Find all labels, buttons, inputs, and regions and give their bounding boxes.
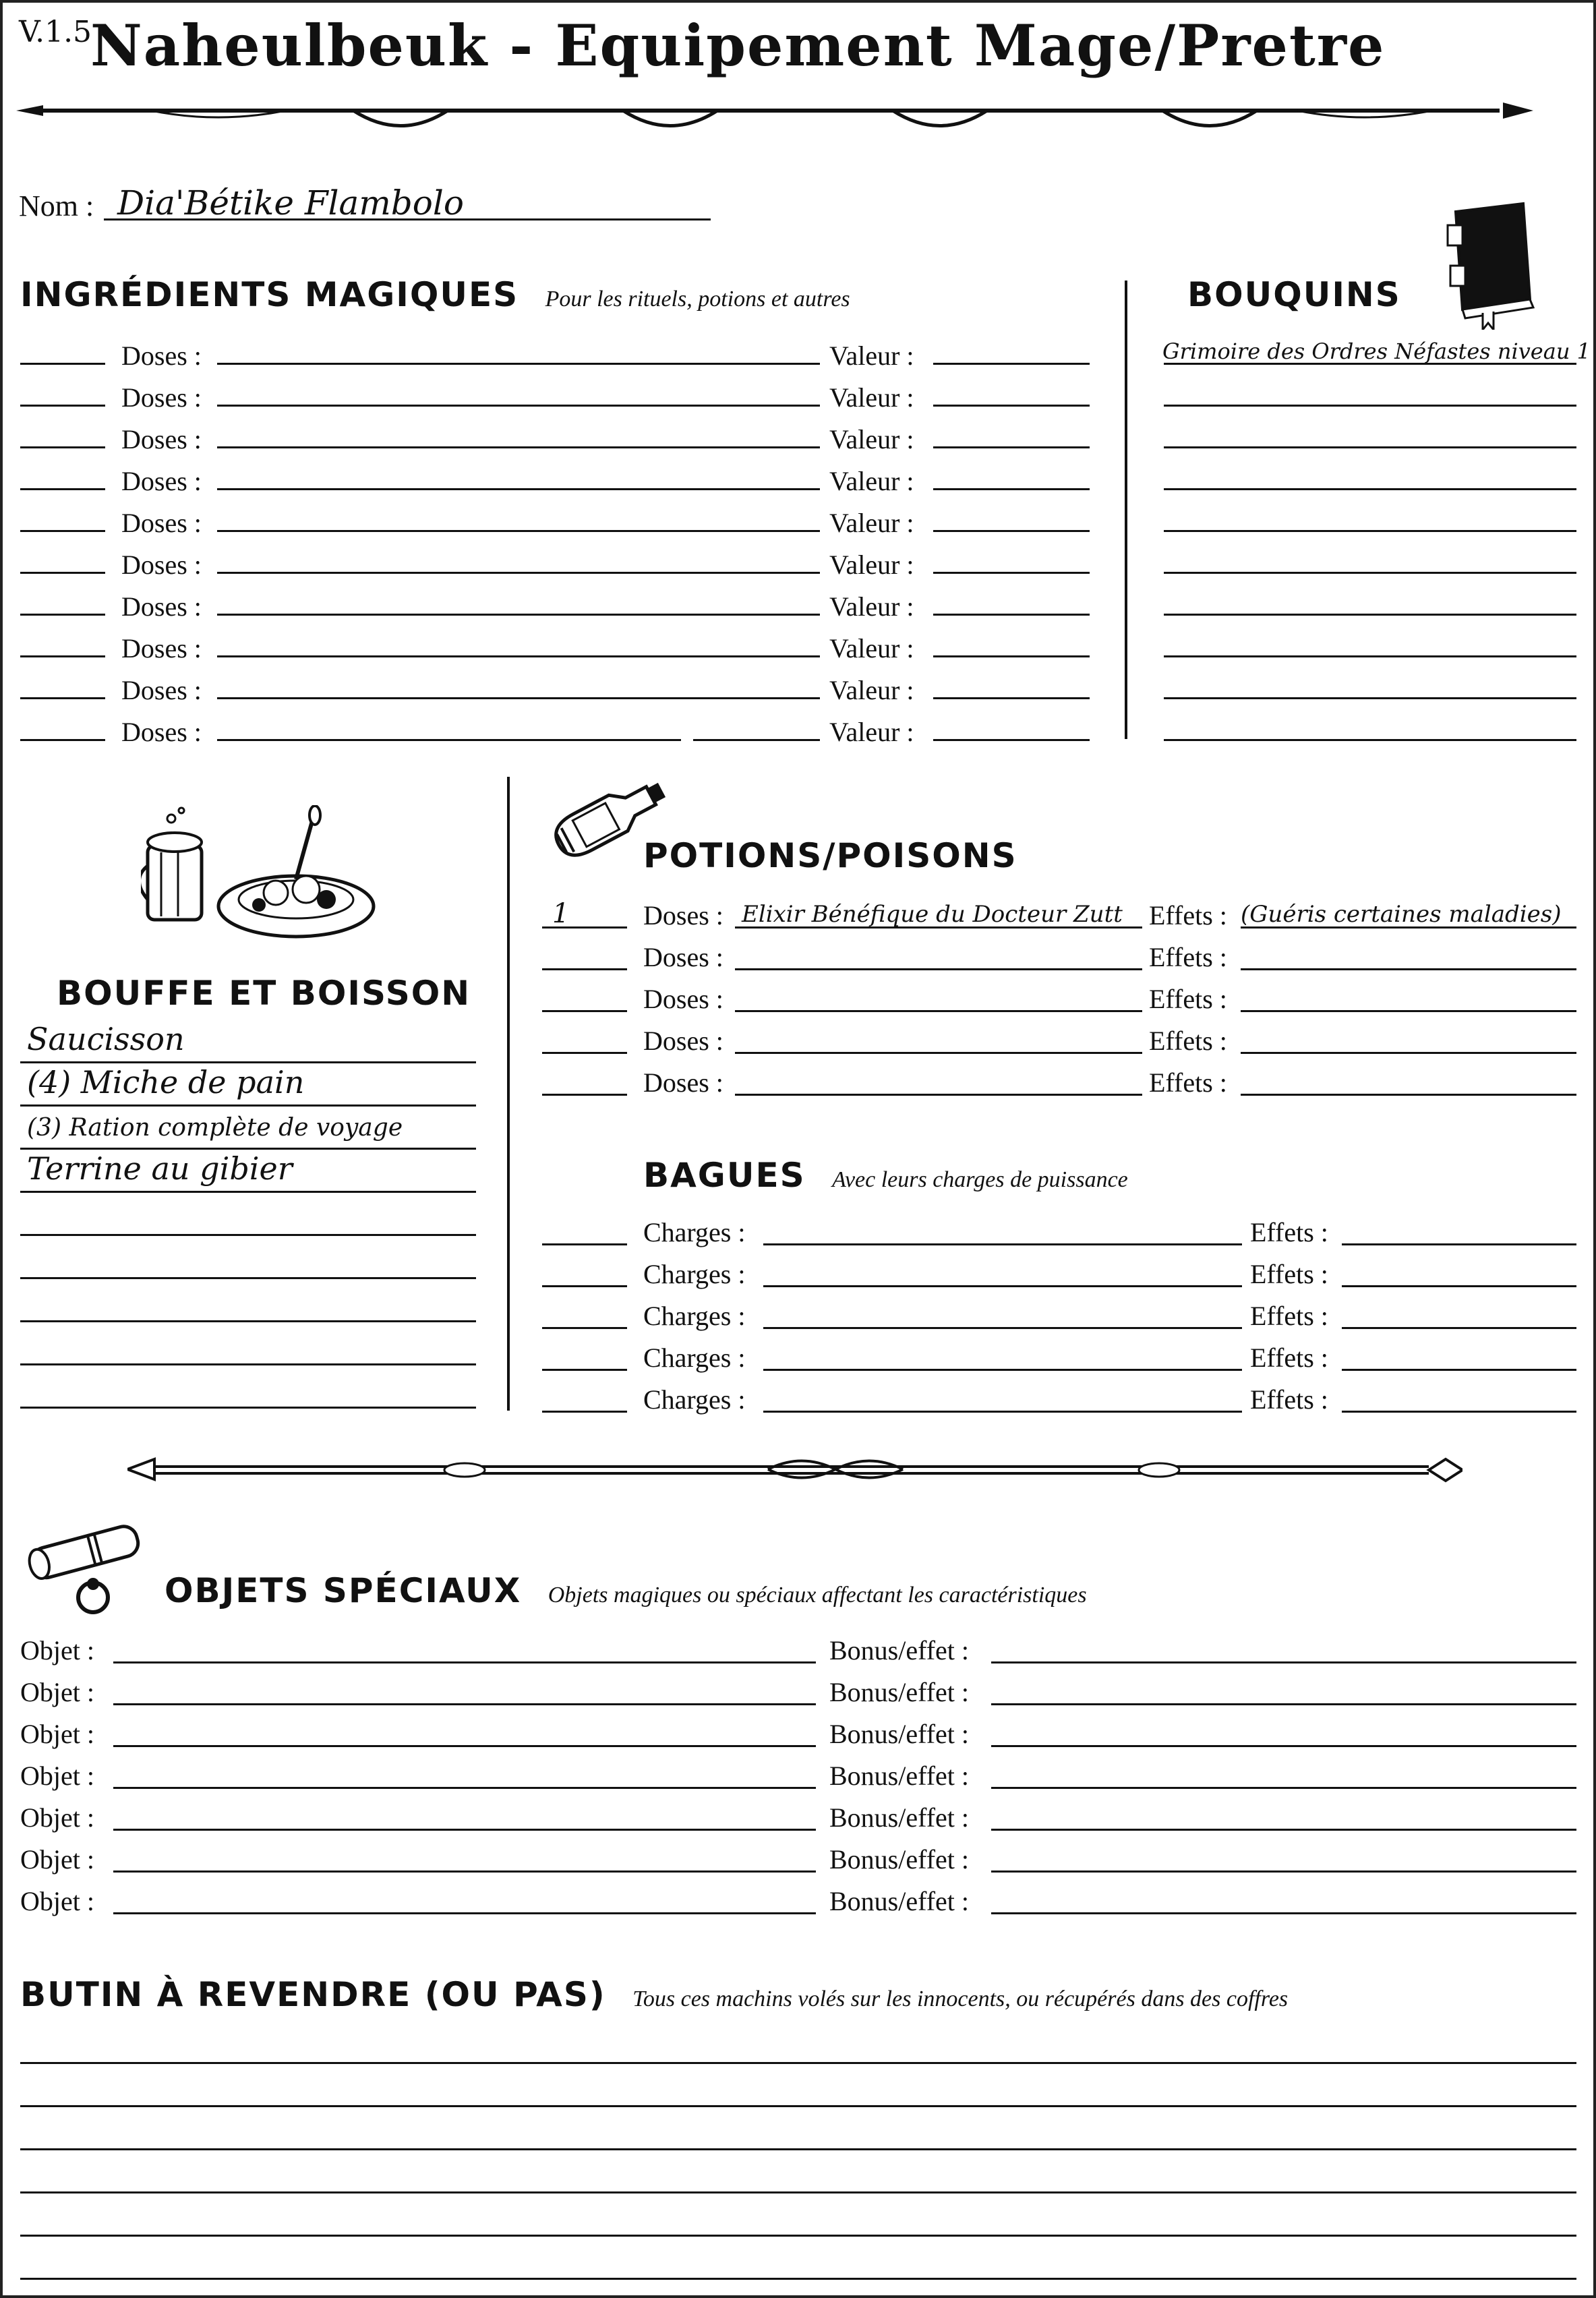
ingredient-qty-field[interactable] (20, 655, 105, 657)
food-entry-line[interactable] (20, 1148, 476, 1150)
special-objet-label: Objet : (20, 1844, 94, 1875)
potion-effets-label: Effets : (1149, 1026, 1227, 1056)
potion-doses-label: Doses : (643, 984, 723, 1014)
ring-charges-field[interactable] (763, 1327, 1242, 1329)
potion-effect-field[interactable] (1241, 1010, 1576, 1012)
ingredient-qty-field[interactable] (20, 363, 105, 365)
book-entry-line[interactable] (1164, 572, 1576, 574)
potion-doses-label: Doses : (643, 900, 723, 931)
ingredient-valeur-label: Valeur : (829, 341, 914, 371)
special-objet-field[interactable] (113, 1912, 816, 1914)
special-bonus-field[interactable] (991, 1745, 1576, 1747)
version-label: V.1.5 (19, 15, 92, 49)
potion-qty-field[interactable] (542, 968, 627, 970)
potion-qty-field[interactable] (542, 1094, 627, 1096)
ingredient-qty-field[interactable] (20, 739, 105, 741)
ring-charges-label: Charges : (643, 1301, 746, 1331)
book-entry-line[interactable] (1164, 530, 1576, 532)
potion-effets-label: Effets : (1149, 900, 1227, 931)
ring-charges-label: Charges : (643, 1217, 746, 1247)
ring-effets-label: Effets : (1250, 1343, 1328, 1373)
ingredients-subtitle: Pour les rituels, potions et autres (545, 287, 850, 312)
ingredient-qty-field[interactable] (20, 614, 105, 616)
ingredient-doses-label: Doses : (121, 466, 202, 496)
special-objet-field[interactable] (113, 1703, 816, 1705)
food-entry-line[interactable] (20, 1320, 476, 1322)
special-objet-field[interactable] (113, 1870, 816, 1873)
ingredient-value-field[interactable] (933, 739, 1090, 741)
ring-charges-label: Charges : (643, 1384, 746, 1415)
ingredient-value-field[interactable] (933, 446, 1090, 448)
loot-subtitle: Tous ces machins volés sur les innocents, ou récupérés dans des coffres (632, 1986, 1289, 2011)
special-bonus-field[interactable] (991, 1912, 1576, 1914)
ingredient-value-field[interactable] (933, 530, 1090, 532)
book-entry-line[interactable] (1164, 697, 1576, 699)
ring-effets-label: Effets : (1250, 1217, 1328, 1247)
ingredient-valeur-label: Valeur : (829, 382, 914, 413)
potions-title: POTIONS/POISONS (643, 836, 1017, 875)
book-entry-line[interactable] (1164, 655, 1576, 657)
special-bonus-field[interactable] (991, 1703, 1576, 1705)
ingredient-value-field[interactable] (933, 572, 1090, 574)
special-bonus-label: Bonus/effet : (829, 1677, 970, 1707)
ingredient-qty-field[interactable] (20, 405, 105, 407)
potion-doses-label: Doses : (643, 1067, 723, 1098)
food-divider (507, 777, 510, 1411)
ingredient-value-field[interactable] (933, 614, 1090, 616)
food-entry-line[interactable] (20, 1104, 476, 1107)
ingredient-name-field[interactable] (217, 697, 820, 699)
special-subtitle: Objets magiques ou spéciaux affectant les caractéristiques (548, 1583, 1087, 1608)
ring-charges-label: Charges : (643, 1343, 746, 1373)
potion-name[interactable]: Elixir Bénéfique du Docteur Zutt (742, 901, 1123, 928)
ring-effect-field[interactable] (1342, 1411, 1576, 1413)
ingredient-doses-label: Doses : (121, 633, 202, 664)
ingredient-doses-label: Doses : (121, 508, 202, 538)
loot-entry-line[interactable] (20, 2191, 1576, 2193)
ingredient-name-field[interactable] (217, 488, 820, 490)
ring-qty-field[interactable] (542, 1285, 627, 1287)
ingredient-name-field[interactable] (217, 446, 820, 448)
food-icon (141, 805, 377, 947)
ring-qty-field[interactable] (542, 1411, 627, 1413)
special-objet-label: Objet : (20, 1886, 94, 1916)
ingredient-value-field[interactable] (933, 363, 1090, 365)
ingredient-doses-label: Doses : (121, 591, 202, 622)
special-bonus-field[interactable] (991, 1661, 1576, 1663)
special-bonus-label: Bonus/effet : (829, 1844, 970, 1875)
book-entry[interactable]: Grimoire des Ordres Néfastes niveau 1 (1162, 338, 1591, 364)
ingredient-name-field[interactable] (217, 530, 820, 532)
ring-charges-field[interactable] (763, 1285, 1242, 1287)
scroll-ring-icon (19, 1516, 154, 1618)
loot-entry-line[interactable] (20, 2148, 1576, 2150)
special-bonus-field[interactable] (991, 1787, 1576, 1789)
food-entry-line[interactable] (20, 1277, 476, 1279)
special-objet-field[interactable] (113, 1787, 816, 1789)
loot-entry-line[interactable] (20, 2235, 1576, 2237)
food-entry[interactable]: Terrine au gibier (27, 1150, 293, 1187)
ingredient-qty-field[interactable] (20, 488, 105, 490)
potion-qty-field[interactable] (542, 1010, 627, 1012)
potion-effect[interactable]: (Guéris certaines maladies) (1241, 901, 1562, 928)
special-objet-label: Objet : (20, 1635, 94, 1666)
special-bonus-label: Bonus/effet : (829, 1802, 970, 1833)
name-value[interactable]: Dia'Bétike Flambolo (117, 183, 464, 223)
potion-effets-label: Effets : (1149, 984, 1227, 1014)
ingredient-value-field[interactable] (933, 405, 1090, 407)
ring-effets-label: Effets : (1250, 1384, 1328, 1415)
potion-name-field[interactable] (735, 968, 1142, 970)
ingredient-valeur-label: Valeur : (829, 466, 914, 496)
potion-qty-field[interactable] (542, 1052, 627, 1054)
ingredient-extra-field[interactable] (693, 739, 820, 741)
food-entry-line[interactable] (20, 1234, 476, 1236)
potion-effets-label: Effets : (1149, 942, 1227, 972)
food-entry-line[interactable] (20, 1407, 476, 1409)
special-objet-label: Objet : (20, 1802, 94, 1833)
ring-charges-label: Charges : (643, 1259, 746, 1289)
ingredient-doses-label: Doses : (121, 717, 202, 747)
potion-effets-label: Effets : (1149, 1067, 1227, 1098)
food-entry[interactable]: Saucisson (27, 1021, 185, 1057)
ingredient-valeur-label: Valeur : (829, 633, 914, 664)
loot-title: BUTIN À REVENDRE (OU PAS) Tous ces machins volés sur les innocents, ou récupérés dans des coffres (20, 1975, 1289, 2014)
ingredient-valeur-label: Valeur : (829, 591, 914, 622)
potion-doses-label: Doses : (643, 942, 723, 972)
ring-charges-field[interactable] (763, 1243, 1242, 1245)
book-entry-line[interactable] (1164, 405, 1576, 407)
book-entry-line[interactable] (1164, 488, 1576, 490)
potion-effect-field[interactable] (1241, 1094, 1576, 1096)
ingredient-value-field[interactable] (933, 697, 1090, 699)
books-divider (1125, 281, 1127, 739)
ingredient-qty-field[interactable] (20, 446, 105, 448)
special-objet-label: Objet : (20, 1761, 94, 1791)
ingredient-name-field[interactable] (217, 739, 681, 741)
book-icon (1442, 198, 1540, 330)
ring-effets-label: Effets : (1250, 1259, 1328, 1289)
ring-charges-field[interactable] (763, 1411, 1242, 1413)
rings-subtitle: Avec leurs charges de puissance (832, 1167, 1128, 1192)
ingredient-valeur-label: Valeur : (829, 675, 914, 705)
special-bonus-label: Bonus/effet : (829, 1886, 970, 1916)
book-entry-line[interactable] (1164, 446, 1576, 448)
potion-effect-field[interactable] (1241, 968, 1576, 970)
special-bonus-label: Bonus/effet : (829, 1761, 970, 1791)
ingredients-title: INGRÉDIENTS MAGIQUES Pour les rituels, potions et autres (20, 275, 850, 314)
ingredient-value-field[interactable] (933, 488, 1090, 490)
food-title: BOUFFE ET BOISSON (57, 974, 471, 1013)
ingredient-valeur-label: Valeur : (829, 424, 914, 454)
rings-title: BAGUES Avec leurs charges de puissance (643, 1156, 1128, 1195)
special-bonus-label: Bonus/effet : (829, 1719, 970, 1749)
special-bonus-label: Bonus/effet : (829, 1635, 970, 1666)
potion-qty[interactable]: 1 (552, 898, 570, 929)
ring-effect-field[interactable] (1342, 1327, 1576, 1329)
special-objet-field[interactable] (113, 1745, 816, 1747)
special-objet-label: Objet : (20, 1719, 94, 1749)
ingredient-qty-field[interactable] (20, 572, 105, 574)
loot-entry-line[interactable] (20, 2062, 1576, 2064)
book-entry-line[interactable] (1164, 614, 1576, 616)
name-label: Nom : (19, 189, 94, 223)
ring-effets-label: Effets : (1250, 1301, 1328, 1331)
food-entry-line[interactable] (20, 1191, 476, 1193)
food-entry[interactable]: (4) Miche de pain (27, 1064, 305, 1100)
ingredient-name-field[interactable] (217, 405, 820, 407)
special-bonus-field[interactable] (991, 1870, 1576, 1873)
special-objet-field[interactable] (113, 1661, 816, 1663)
ring-effect-field[interactable] (1342, 1285, 1576, 1287)
page-title: Naheulbeuk - Equipement Mage/Pretre (90, 12, 1386, 79)
special-bonus-field[interactable] (991, 1829, 1576, 1831)
loot-entry-line[interactable] (20, 2278, 1576, 2280)
staff-divider (127, 1449, 1462, 1496)
ring-qty-field[interactable] (542, 1243, 627, 1245)
special-objet-field[interactable] (113, 1829, 816, 1831)
ingredient-doses-label: Doses : (121, 424, 202, 454)
ingredient-valeur-label: Valeur : (829, 508, 914, 538)
potion-effect-field[interactable] (1241, 1052, 1576, 1054)
ring-effect-field[interactable] (1342, 1243, 1576, 1245)
ingredient-doses-label: Doses : (121, 382, 202, 413)
food-entry-line[interactable] (20, 1363, 476, 1365)
potion-name-field[interactable] (735, 1094, 1142, 1096)
ingredient-name-field[interactable] (217, 655, 820, 657)
ingredient-valeur-label: Valeur : (829, 550, 914, 580)
ingredient-valeur-label: Valeur : (829, 717, 914, 747)
ingredient-qty-field[interactable] (20, 530, 105, 532)
ingredient-value-field[interactable] (933, 655, 1090, 657)
ingredient-name-field[interactable] (217, 363, 820, 365)
potion-doses-label: Doses : (643, 1026, 723, 1056)
potion-name-field[interactable] (735, 1052, 1142, 1054)
ring-effect-field[interactable] (1342, 1369, 1576, 1371)
spear-divider (16, 90, 1533, 144)
ring-qty-field[interactable] (542, 1369, 627, 1371)
special-title: OBJETS SPÉCIAUX Objets magiques ou spéciaux affectant les caractéristiques (165, 1571, 1087, 1610)
name-underline (104, 218, 711, 220)
potion-name-field[interactable] (735, 1010, 1142, 1012)
books-title: BOUQUINS (1187, 275, 1401, 314)
ingredient-name-field[interactable] (217, 572, 820, 574)
food-entry[interactable]: (3) Ration complète de voyage (27, 1114, 403, 1142)
food-entry-line[interactable] (20, 1061, 476, 1063)
ingredient-doses-label: Doses : (121, 341, 202, 371)
ingredient-name-field[interactable] (217, 614, 820, 616)
book-entry-line[interactable] (1164, 739, 1576, 741)
ring-qty-field[interactable] (542, 1327, 627, 1329)
ingredient-qty-field[interactable] (20, 697, 105, 699)
special-objet-label: Objet : (20, 1677, 94, 1707)
ring-charges-field[interactable] (763, 1369, 1242, 1371)
loot-entry-line[interactable] (20, 2105, 1576, 2107)
ingredient-doses-label: Doses : (121, 550, 202, 580)
ingredient-doses-label: Doses : (121, 675, 202, 705)
